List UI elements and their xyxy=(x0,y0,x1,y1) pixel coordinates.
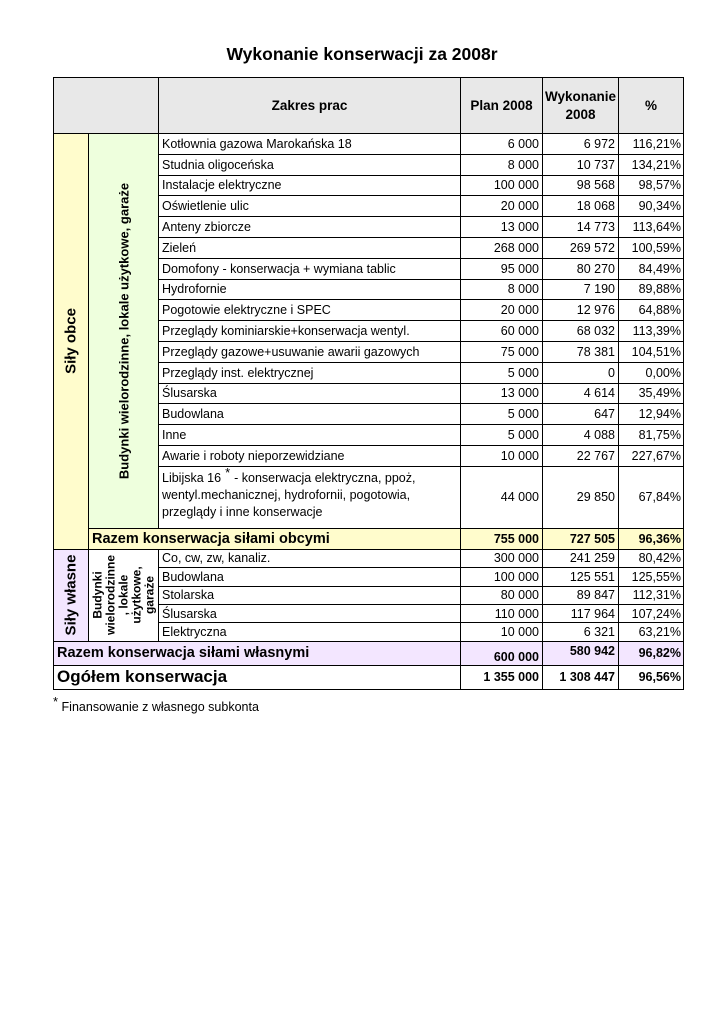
grand-total-wykonanie: 1 308 447 xyxy=(543,665,619,689)
row-name: Domofony - konserwacja + wymiana tablic xyxy=(159,258,461,279)
row-plan: 13 000 xyxy=(461,217,543,238)
libijska-line1a: Libijska 16 xyxy=(162,470,222,485)
row-percent: 63,21% xyxy=(619,623,684,641)
row-percent: 107,24% xyxy=(619,604,684,622)
subgroup-label-text: Budynki wielorodzinne, lokale użytkowe, garaże xyxy=(116,182,131,479)
row-percent: 227,67% xyxy=(619,445,684,466)
row-plan: 80 000 xyxy=(461,586,543,604)
row-percent: 80,42% xyxy=(619,549,684,567)
row-wykonanie: 78 381 xyxy=(543,341,619,362)
footnote-star: * xyxy=(53,693,59,709)
row-percent: 81,75% xyxy=(619,425,684,446)
row-percent: 113,64% xyxy=(619,217,684,238)
row-name: Hydrofornie xyxy=(159,279,461,300)
row-name: Co, cw, zw, kanaliz. xyxy=(159,549,461,567)
row-name: Budowlana xyxy=(159,404,461,425)
total-wlasne-plan: 600 000 xyxy=(461,641,543,665)
row-name: Instalacje elektryczne xyxy=(159,175,461,196)
row-name: Inne xyxy=(159,425,461,446)
row-percent: 112,31% xyxy=(619,586,684,604)
total-obce-plan: 755 000 xyxy=(461,528,543,549)
row-plan: 8 000 xyxy=(461,279,543,300)
row-wykonanie: 241 259 xyxy=(543,549,619,567)
row-plan: 10 000 xyxy=(461,445,543,466)
subgroup-label-line: garaże xyxy=(142,576,156,615)
row-wykonanie: 98 568 xyxy=(543,175,619,196)
total-wlasne-wykonanie: 580 942 xyxy=(543,641,619,665)
row-plan: 44 000 xyxy=(461,466,543,528)
header-zakres: Zakres prac xyxy=(159,78,461,134)
subgroup-label-budynki xyxy=(89,549,159,641)
row-name: Studnia oligoceńska xyxy=(159,154,461,175)
grand-total-percent: 96,56% xyxy=(619,665,684,689)
row-plan: 100 000 xyxy=(461,175,543,196)
row-plan: 13 000 xyxy=(461,383,543,404)
header-wykonanie: Wykonanie 2008 xyxy=(543,78,619,134)
row-plan: 60 000 xyxy=(461,321,543,342)
grand-total-label: Ogółem konserwacja xyxy=(54,665,461,689)
total-wlasne-percent: 96,82% xyxy=(619,641,684,665)
total-wlasne-label: Razem konserwacja siłami własnymi xyxy=(54,641,461,665)
table-row xyxy=(54,549,684,567)
footnote-text: Finansowanie z własnego subkonta xyxy=(61,700,259,714)
row-percent: 64,88% xyxy=(619,300,684,321)
row-percent: 116,21% xyxy=(619,134,684,155)
total-row-wlasne xyxy=(54,641,684,665)
row-wykonanie: 10 737 xyxy=(543,154,619,175)
row-percent: 90,34% xyxy=(619,196,684,217)
row-plan: 5 000 xyxy=(461,404,543,425)
table-header xyxy=(54,78,684,134)
row-percent: 125,55% xyxy=(619,568,684,586)
subgroup-label-line: użytkowe, xyxy=(129,566,143,624)
row-name: Kotłownia gazowa Marokańska 18 xyxy=(159,134,461,155)
row-wykonanie: 12 976 xyxy=(543,300,619,321)
header-blank xyxy=(54,78,159,134)
row-name: Budowlana xyxy=(159,568,461,586)
row-percent: 12,94% xyxy=(619,404,684,425)
row-name: Ślusarska xyxy=(159,604,461,622)
row-plan: 5 000 xyxy=(461,362,543,383)
subgroup-label-line: , lokale xyxy=(116,574,130,616)
row-name: Zieleń xyxy=(159,237,461,258)
row-wykonanie: 68 032 xyxy=(543,321,619,342)
row-name-libijska xyxy=(159,466,461,528)
row-plan: 6 000 xyxy=(461,134,543,155)
subgroup-label-budynki xyxy=(89,134,159,529)
row-percent: 104,51% xyxy=(619,341,684,362)
row-wykonanie: 4 614 xyxy=(543,383,619,404)
table-row xyxy=(54,134,684,155)
row-wykonanie: 6 321 xyxy=(543,623,619,641)
group-label-text: Siły własne xyxy=(62,554,80,636)
total-obce-percent: 96,36% xyxy=(619,528,684,549)
row-percent: 67,84% xyxy=(619,466,684,528)
row-plan: 100 000 xyxy=(461,568,543,586)
row-name: Przeglądy kominiarskie+konserwacja wentyl. xyxy=(159,321,461,342)
row-name: Elektryczna xyxy=(159,623,461,641)
row-plan: 300 000 xyxy=(461,549,543,567)
row-wykonanie: 7 190 xyxy=(543,279,619,300)
row-plan: 75 000 xyxy=(461,341,543,362)
row-wykonanie: 22 767 xyxy=(543,445,619,466)
total-row-obce xyxy=(54,528,684,549)
libijska-star: * xyxy=(225,466,231,480)
row-name: Anteny zbiorcze xyxy=(159,217,461,238)
row-percent: 100,59% xyxy=(619,237,684,258)
row-wykonanie: 269 572 xyxy=(543,237,619,258)
footnote xyxy=(53,693,259,714)
total-obce-label: Razem konserwacja siłami obcymi xyxy=(89,528,461,549)
row-plan: 268 000 xyxy=(461,237,543,258)
row-wykonanie: 117 964 xyxy=(543,604,619,622)
subgroup-label-box xyxy=(91,555,156,635)
row-name: Ślusarska xyxy=(159,383,461,404)
row-plan: 5 000 xyxy=(461,425,543,446)
header-plan: Plan 2008 xyxy=(461,78,543,134)
row-wykonanie: 0 xyxy=(543,362,619,383)
group-label-sily-wlasne xyxy=(54,549,89,641)
subgroup-label-line: wielorodzinne xyxy=(103,555,117,636)
row-name: Stolarska xyxy=(159,586,461,604)
libijska-line3: przeglądy i inne konserwacje xyxy=(162,504,323,519)
row-plan: 110 000 xyxy=(461,604,543,622)
row-plan: 20 000 xyxy=(461,196,543,217)
row-plan: 20 000 xyxy=(461,300,543,321)
row-wykonanie: 89 847 xyxy=(543,586,619,604)
row-percent: 0,00% xyxy=(619,362,684,383)
row-wykonanie: 647 xyxy=(543,404,619,425)
row-name: Oświetlenie ulic xyxy=(159,196,461,217)
group-label-sily-obce xyxy=(54,134,89,550)
row-wykonanie: 80 270 xyxy=(543,258,619,279)
row-percent: 84,49% xyxy=(619,258,684,279)
row-wykonanie: 14 773 xyxy=(543,217,619,238)
row-percent: 134,21% xyxy=(619,154,684,175)
row-percent: 113,39% xyxy=(619,321,684,342)
page-title: Wykonanie konserwacji za 2008r xyxy=(226,44,498,64)
group-label-text: Siły obce xyxy=(62,308,80,375)
row-plan: 8 000 xyxy=(461,154,543,175)
row-plan: 10 000 xyxy=(461,623,543,641)
row-wykonanie: 6 972 xyxy=(543,134,619,155)
subgroup-label-line: Budynki xyxy=(90,571,104,619)
libijska-line1b: - konserwacja elektryczna, ppoż, xyxy=(234,470,416,485)
row-name: Pogotowie elektryczne i SPEC xyxy=(159,300,461,321)
row-plan: 95 000 xyxy=(461,258,543,279)
row-wykonanie: 29 850 xyxy=(543,466,619,528)
grand-total-plan: 1 355 000 xyxy=(461,665,543,689)
maintenance-table xyxy=(53,77,684,690)
header-pct: % xyxy=(619,78,684,134)
total-obce-wykonanie: 727 505 xyxy=(543,528,619,549)
row-percent: 89,88% xyxy=(619,279,684,300)
row-percent: 35,49% xyxy=(619,383,684,404)
libijska-line2: wentyl.mechanicznej, hydrofornii, pogotowia, xyxy=(162,487,411,502)
row-wykonanie: 125 551 xyxy=(543,568,619,586)
row-name: Przeglądy inst. elektrycznej xyxy=(159,362,461,383)
grand-total-row xyxy=(54,665,684,689)
row-wykonanie: 4 088 xyxy=(543,425,619,446)
row-name: Awarie i roboty nieporzewidziane xyxy=(159,445,461,466)
row-name: Przeglądy gazowe+usuwanie awarii gazowych xyxy=(159,341,461,362)
row-percent: 98,57% xyxy=(619,175,684,196)
row-wykonanie: 18 068 xyxy=(543,196,619,217)
